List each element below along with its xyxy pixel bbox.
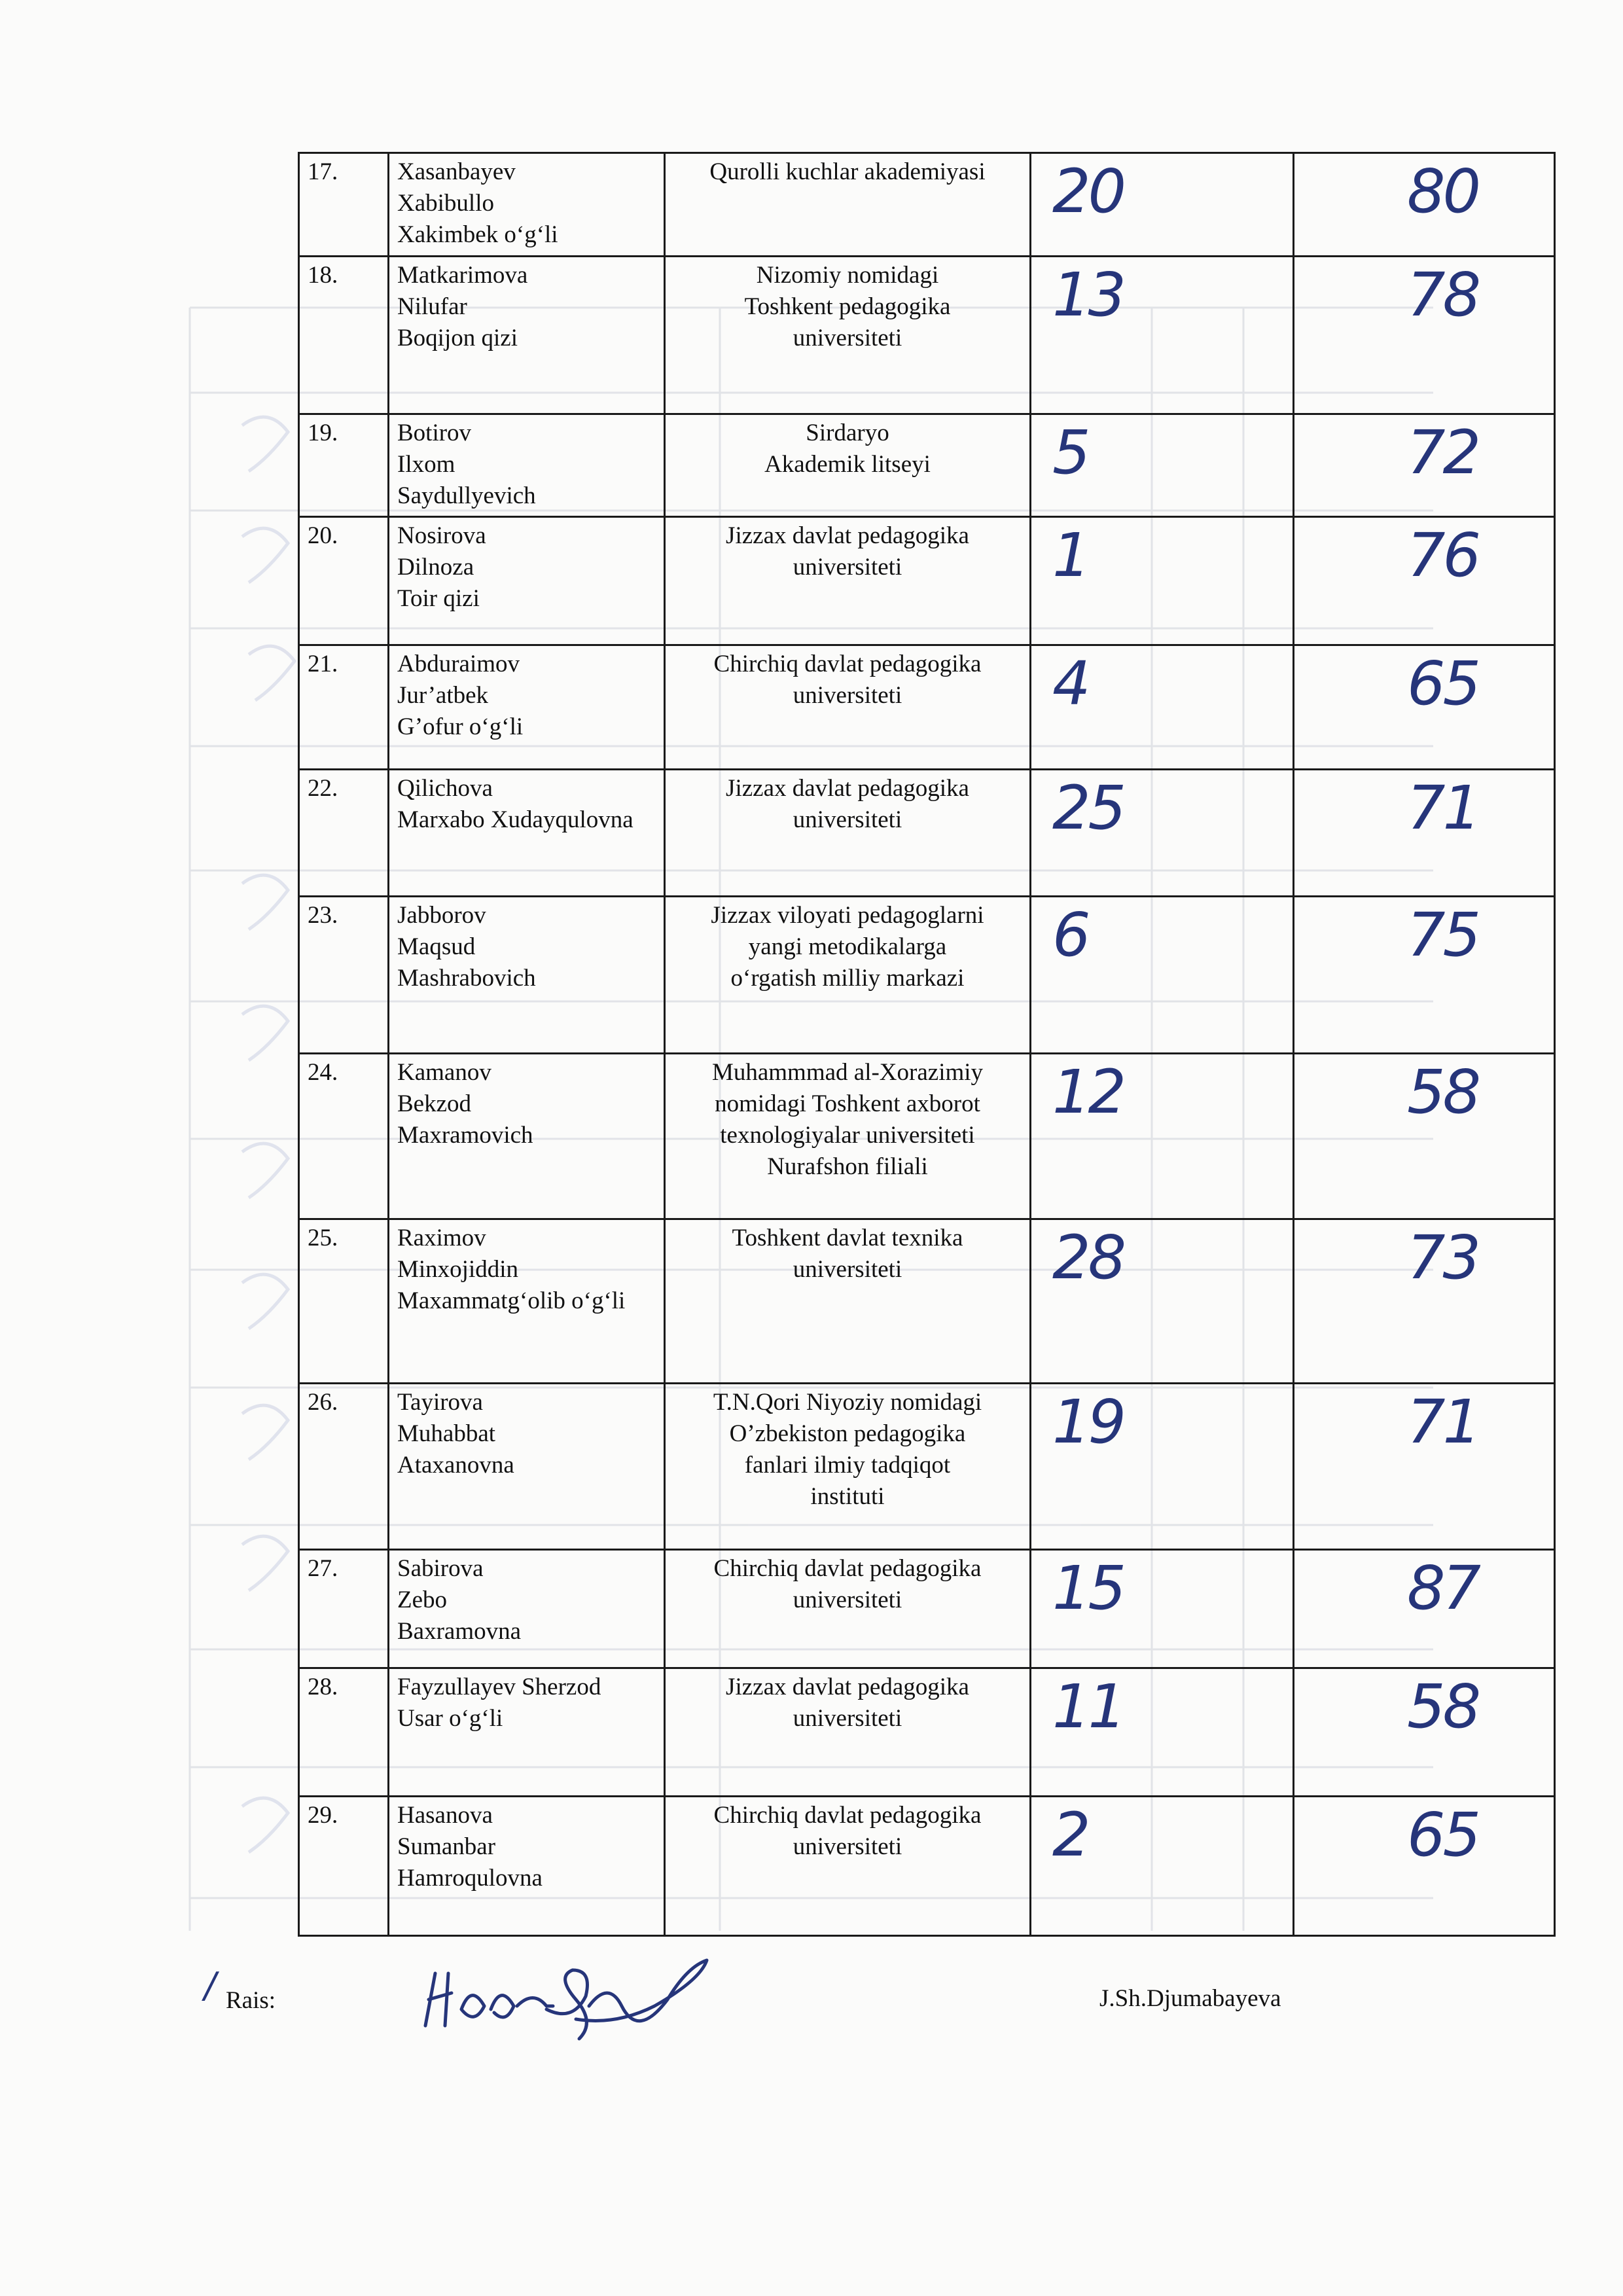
participant-name-line: Ataxanovna <box>397 1452 514 1479</box>
institution-line: Muhammmad al-Xorazimiy <box>711 1059 984 1086</box>
handwritten-score-1-cell <box>1031 770 1294 897</box>
participant-name-line: Raximov <box>397 1225 486 1251</box>
institution-line: nomidagi Toshkent axborot <box>715 1090 980 1117</box>
institution-line: Toshkent davlat texnika <box>732 1225 963 1251</box>
participant-name-line: Hasanova <box>397 1802 493 1829</box>
chair-name: J.Sh.Djumabayeva <box>1099 1985 1281 2012</box>
participant-name-cell <box>389 1219 665 1384</box>
row-number: 25. <box>299 1219 389 1384</box>
handwritten-score-2: 87 <box>1407 1553 1479 1623</box>
handwritten-score-2: 75 <box>1407 900 1479 970</box>
table-row <box>299 645 1555 770</box>
row-number: 18. <box>299 257 389 414</box>
handwritten-score-1: 15 <box>1052 1553 1124 1623</box>
row-number: 29. <box>299 1797 389 1936</box>
handwritten-score-1: 19 <box>1052 1387 1124 1457</box>
row-number: 27. <box>299 1550 389 1668</box>
participant-name-line: Xasanbayev <box>397 158 516 185</box>
handwritten-score-1: 13 <box>1052 260 1124 330</box>
participant-name-cell <box>389 257 665 414</box>
institution-line: Qurolli kuchlar akademiyasi <box>709 158 986 185</box>
handwritten-score-2: 72 <box>1407 418 1479 488</box>
participant-name-line: Zebo <box>397 1587 448 1613</box>
participant-name-line: Maxramovich <box>397 1122 533 1149</box>
participant-name-cell <box>389 414 665 517</box>
handwritten-score-2: 71 <box>1407 1387 1479 1457</box>
institution-line: Akademik litseyi <box>764 451 931 478</box>
participant-name-line: Nosirova <box>397 522 486 549</box>
institution-cell <box>665 645 1031 770</box>
handwritten-score-2: 73 <box>1407 1223 1479 1293</box>
handwritten-score-2-cell <box>1294 1219 1555 1384</box>
handwritten-score-1: 20 <box>1052 156 1124 226</box>
handwritten-score-2: 80 <box>1407 156 1479 226</box>
table-row <box>299 1219 1555 1384</box>
institution-line: Chirchiq davlat pedagogika <box>713 1802 982 1829</box>
table-row <box>299 153 1555 257</box>
handwritten-score-2: 65 <box>1407 1800 1479 1870</box>
row-number: 28. <box>299 1668 389 1797</box>
participant-name-line: G’ofur o‘g‘li <box>397 713 524 740</box>
table-row <box>299 770 1555 897</box>
table-row <box>299 414 1555 517</box>
handwritten-score-1: 12 <box>1052 1057 1124 1127</box>
institution-cell <box>665 1219 1031 1384</box>
row-number: 20. <box>299 517 389 645</box>
table-row <box>299 1054 1555 1219</box>
participant-name-line: Boqijon qizi <box>397 325 518 351</box>
table-row <box>299 897 1555 1054</box>
handwritten-score-2-cell <box>1294 1668 1555 1797</box>
participant-name-cell <box>389 770 665 897</box>
handwritten-score-2: 78 <box>1407 260 1479 330</box>
participant-name-line: Xakimbek o‘g‘li <box>397 221 558 248</box>
handwritten-score-1-cell <box>1031 257 1294 414</box>
institution-line: universiteti <box>793 806 902 833</box>
participant-name-cell <box>389 153 665 257</box>
institution-line: universiteti <box>793 554 902 581</box>
institution-line: fanlari ilmiy tadqiqot <box>744 1452 951 1479</box>
table-row <box>299 257 1555 414</box>
participant-name-line: Marxabo Xudayqulovna <box>397 806 633 833</box>
participant-name-cell <box>389 1384 665 1550</box>
institution-line: O’zbekiston pedagogika <box>729 1420 966 1447</box>
handwritten-signature <box>412 1947 720 2045</box>
institution-cell <box>665 153 1031 257</box>
participant-name-line: Xabibullo <box>397 190 494 217</box>
table-row <box>299 517 1555 645</box>
participant-name-cell <box>389 517 665 645</box>
results-table-body <box>299 153 1555 1936</box>
institution-line: Jizzax davlat pedagogika <box>726 1674 969 1700</box>
handwritten-score-1-cell <box>1031 1668 1294 1797</box>
participant-name-line: Nilufar <box>397 293 467 320</box>
institution-line: universiteti <box>793 1833 902 1860</box>
handwritten-score-1-cell <box>1031 1219 1294 1384</box>
handwritten-score-2-cell <box>1294 257 1555 414</box>
handwritten-score-2-cell <box>1294 770 1555 897</box>
institution-line: Jizzax davlat pedagogika <box>726 775 969 802</box>
handwritten-score-1-cell <box>1031 1054 1294 1219</box>
institution-cell <box>665 1054 1031 1219</box>
handwritten-score-1: 6 <box>1052 900 1088 970</box>
institution-line: universiteti <box>793 325 902 351</box>
institution-line: universiteti <box>793 682 902 709</box>
institution-cell <box>665 770 1031 897</box>
institution-cell <box>665 897 1031 1054</box>
participant-name-line: Kamanov <box>397 1059 491 1086</box>
handwritten-score-2-cell <box>1294 517 1555 645</box>
participant-name-line: Mashrabovich <box>397 965 536 992</box>
participant-name-line: Baxramovna <box>397 1618 522 1645</box>
handwritten-score-2: 65 <box>1407 649 1479 719</box>
participant-name-line: Toir qizi <box>397 585 480 612</box>
footer-tick-mark: / <box>204 1965 217 2006</box>
participant-name-line: Sumanbar <box>397 1833 496 1860</box>
handwritten-score-1-cell <box>1031 1384 1294 1550</box>
handwritten-score-2-cell <box>1294 414 1555 517</box>
handwritten-score-2-cell <box>1294 1797 1555 1936</box>
handwritten-score-2-cell <box>1294 1054 1555 1219</box>
handwritten-score-2: 58 <box>1407 1057 1479 1127</box>
institution-line: Sirdaryo <box>806 420 889 446</box>
chair-role-label: Rais: <box>226 1987 276 2014</box>
institution-line: texnologiyalar universiteti <box>720 1122 975 1149</box>
results-table <box>298 152 1556 1937</box>
participant-name-line: Tayirova <box>397 1389 483 1416</box>
handwritten-score-1: 11 <box>1052 1672 1124 1742</box>
participant-name-line: Minxojiddin <box>397 1256 519 1283</box>
handwritten-score-1: 28 <box>1052 1223 1124 1293</box>
institution-cell <box>665 1797 1031 1936</box>
handwritten-score-1: 1 <box>1052 520 1088 590</box>
handwritten-score-1-cell <box>1031 517 1294 645</box>
institution-line: T.N.Qori Niyoziy nomidagi <box>713 1389 982 1416</box>
table-row <box>299 1668 1555 1797</box>
institution-cell <box>665 1668 1031 1797</box>
handwritten-score-2: 76 <box>1407 520 1479 590</box>
participant-name-cell <box>389 1550 665 1668</box>
handwritten-score-1-cell <box>1031 1797 1294 1936</box>
participant-name-line: Maqsud <box>397 933 476 960</box>
participant-name-cell <box>389 645 665 770</box>
institution-cell <box>665 414 1031 517</box>
institution-cell <box>665 517 1031 645</box>
participant-name-line: Dilnoza <box>397 554 474 581</box>
institution-line: universiteti <box>793 1705 902 1732</box>
institution-line: Nurafshon filiali <box>767 1153 928 1180</box>
institution-line: Toshkent pedagogika <box>744 293 951 320</box>
handwritten-score-1: 2 <box>1052 1800 1088 1870</box>
participant-name-line: Botirov <box>397 420 472 446</box>
participant-name-line: Sabirova <box>397 1555 484 1582</box>
handwritten-score-2: 71 <box>1407 773 1479 843</box>
institution-line: Chirchiq davlat pedagogika <box>713 1555 982 1582</box>
handwritten-score-1: 4 <box>1052 649 1088 719</box>
participant-name-cell <box>389 1797 665 1936</box>
handwritten-score-1: 25 <box>1052 773 1124 843</box>
participant-name-line: Abduraimov <box>397 651 520 677</box>
handwritten-score-1-cell <box>1031 897 1294 1054</box>
row-number: 22. <box>299 770 389 897</box>
participant-name-line: Saydullyevich <box>397 482 536 509</box>
institution-line: o‘rgatish milliy markazi <box>730 965 965 992</box>
participant-name-line: Jur’atbek <box>397 682 489 709</box>
institution-cell <box>665 1384 1031 1550</box>
institution-line: instituti <box>810 1483 885 1510</box>
row-number: 24. <box>299 1054 389 1219</box>
handwritten-score-2-cell <box>1294 1550 1555 1668</box>
participant-name-line: Matkarimova <box>397 262 528 289</box>
institution-line: universiteti <box>793 1256 902 1283</box>
row-number: 26. <box>299 1384 389 1550</box>
institution-cell <box>665 257 1031 414</box>
handwritten-score-1-cell <box>1031 1550 1294 1668</box>
participant-name-line: Hamroqulovna <box>397 1865 543 1892</box>
participant-name-line: Qilichova <box>397 775 493 802</box>
row-number: 19. <box>299 414 389 517</box>
participant-name-line: Maxammatg‘olib o‘g‘li <box>397 1287 626 1314</box>
participant-name-cell <box>389 897 665 1054</box>
handwritten-score-1-cell <box>1031 414 1294 517</box>
participant-name-line: Usar o‘g‘li <box>397 1705 503 1732</box>
participant-name-line: Bekzod <box>397 1090 472 1117</box>
table-row <box>299 1550 1555 1668</box>
institution-line: Chirchiq davlat pedagogika <box>713 651 982 677</box>
participant-name-line: Muhabbat <box>397 1420 496 1447</box>
row-number: 17. <box>299 153 389 257</box>
handwritten-score-2-cell <box>1294 153 1555 257</box>
handwritten-score-1-cell <box>1031 153 1294 257</box>
participant-name-line: Jabborov <box>397 902 486 929</box>
institution-line: yangi metodikalarga <box>748 933 947 960</box>
institution-line: Jizzax viloyati pedagoglarni <box>711 902 984 929</box>
handwritten-score-1: 5 <box>1052 418 1088 488</box>
handwritten-score-2-cell <box>1294 645 1555 770</box>
row-number: 23. <box>299 897 389 1054</box>
participant-name-line: Fayzullayev Sherzod <box>397 1674 601 1700</box>
institution-line: universiteti <box>793 1587 902 1613</box>
handwritten-score-2-cell <box>1294 1384 1555 1550</box>
participant-name-cell <box>389 1668 665 1797</box>
participant-name-cell <box>389 1054 665 1219</box>
handwritten-score-2: 58 <box>1407 1672 1479 1742</box>
handwritten-score-2-cell <box>1294 897 1555 1054</box>
row-number: 21. <box>299 645 389 770</box>
table-row <box>299 1797 1555 1936</box>
institution-line: Jizzax davlat pedagogika <box>726 522 969 549</box>
institution-line: Nizomiy nomidagi <box>756 262 939 289</box>
table-row <box>299 1384 1555 1550</box>
handwritten-score-1-cell <box>1031 645 1294 770</box>
institution-cell <box>665 1550 1031 1668</box>
participant-name-line: Ilxom <box>397 451 455 478</box>
